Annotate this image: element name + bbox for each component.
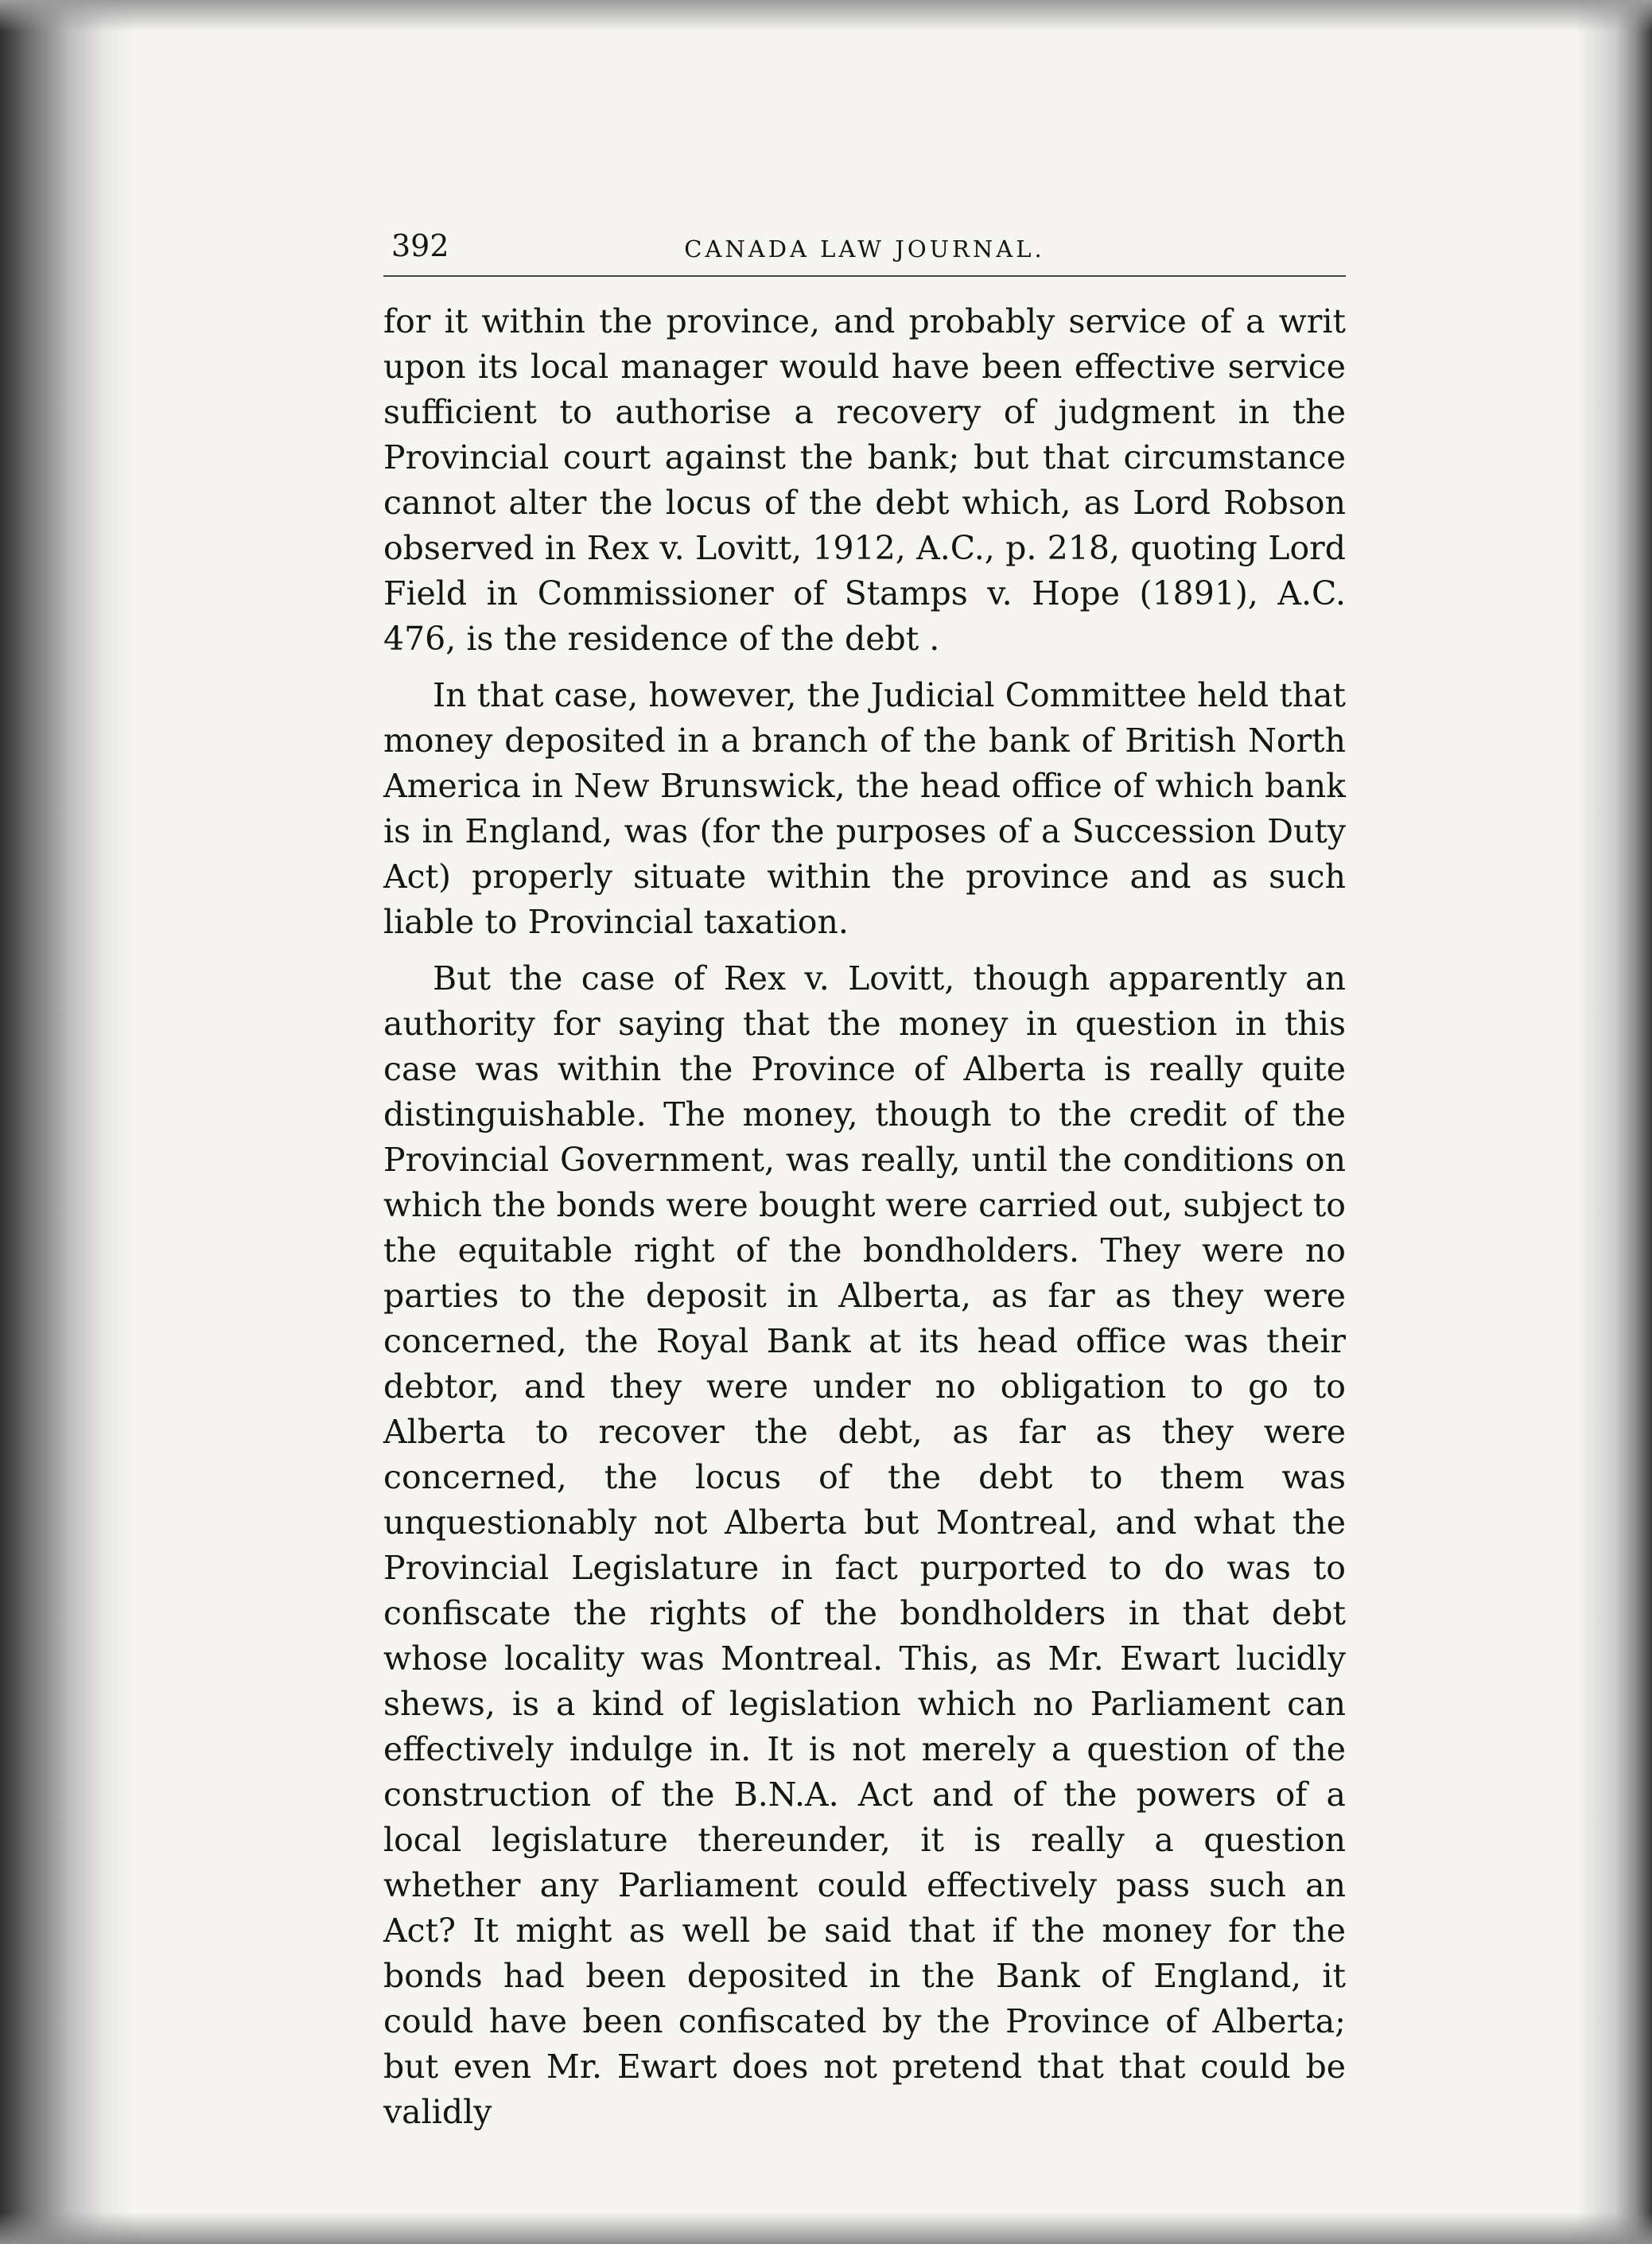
paragraph-1: for it within the province, and probably service of a writ upon its local manager would have been effective service sufficient to authorise a recovery of judgment in the Provincial court against the bank; but that circumstance cannot alter the locus of the debt which, as Lord Robson observed in Rex v. Lovitt, 1912, A.C., p. 218, quoting Lord Field in Commissioner of Stamps v. Hope (1891), A.C. 476, is the residence of the debt . [383,302,1346,658]
journal-page [383,228,1346,2203]
running-head: CANADA LAW JOURNAL. [684,235,1045,263]
scan-bottom-edge [0,2212,1652,2244]
page-number: 392 [391,228,449,263]
scan-right-edge [1576,0,1652,2244]
page-header [383,228,1346,277]
article-body [383,299,1346,2135]
paragraph-3: But the case of Rex v. Lovitt, though apparently an authority for saying that the money in question in this case was within the Province of Alberta is really quite distinguishable. The money, though to the credit of the Provincial Government, was really, until the conditions on which the bonds were bought were carried out, subject to the equitable right of the bondholders. They were no parties to the deposit in Alberta, as far as they were concerned, the Royal Bank at its head office was their debtor, and they were under no obligation to go to Alberta to recover the debt, as far as they were concerned, the locus of the debt to them was unquestionably not Alberta but Montreal, and what the Provincial Legislature in fact purported to do was to confiscate the rights of the bondholders in that debt whose locality was Montreal. This, as Mr. Ewart lucidly shews, is a kind of legislation which no Parliament can effectively indulge in. It is not merely a question of the construction of the B.N.A. Act and of the powers of a local legislature thereunder, it is really a question whether any Parliament could effectively pass such an Act? It might as well be said that if the money for the bonds had been deposited in the Bank of England, it could have been confiscated by the Province of Alberta; but even Mr. Ewart does not pretend that that could be validly [383,959,1346,2131]
scan-left-edge [0,0,135,2244]
paragraph-2: In that case, however, the Judicial Committee held that money deposited in a branch of the bank of British North America in New Brunswick, the head office of which bank is in England, was (for the purposes of a Succession Duty Act) properly situate within the province and as such liable to Provincial taxation. [383,676,1346,941]
scan-top-edge [0,0,1652,32]
